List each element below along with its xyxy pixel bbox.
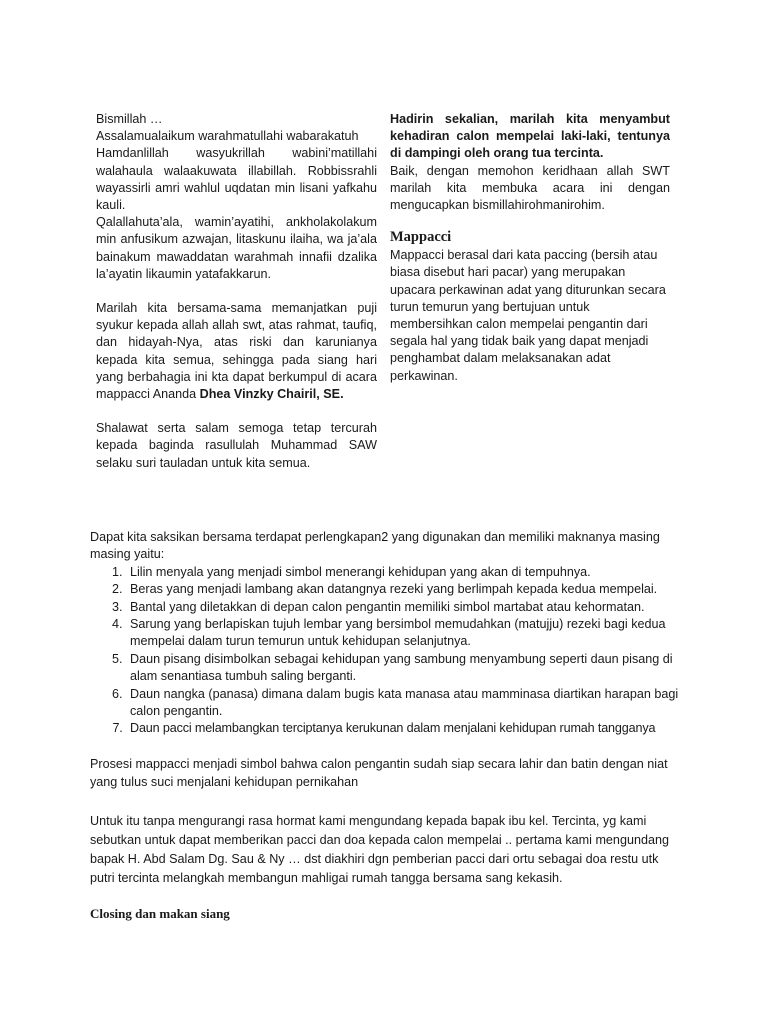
definition-line: perkawinan. <box>390 368 458 383</box>
list-item: 5. Daun pisang disimbolkan sebagai kehidupan yang sambung menyambung seperti daun pisang di alam senantiasa tumbuh saling berganti. <box>126 651 680 686</box>
definition-line: biasa disebut hari pacar) yang merupakan <box>390 265 626 280</box>
syukur-paragraph <box>96 300 377 403</box>
definition-line: penghambat dalam melaksanakan adat <box>390 351 611 366</box>
bottom-section <box>90 529 680 922</box>
right-column <box>390 111 670 385</box>
closing-text: Closing dan makan siang <box>90 905 230 921</box>
definition-line: segala hal yang tidak baik yang dapat menjadi <box>390 334 649 349</box>
bride-name: Dhea Vinzky Chairil, SE. <box>199 387 344 402</box>
definition-line: turun temurun yang bertujuan untuk <box>390 299 590 314</box>
mappacci-heading: Mappacci <box>390 229 452 246</box>
list-item: 3. Bantal yang diletakkan di depan calon pengantin memiliki simbol martabat atau kehormatan. <box>126 599 680 616</box>
shalawat-paragraph: Shalawat serta salam semoga tetap tercurah kepada baginda rasullulah Muhammad SAW selaku suri tauladan untuk kita semua. <box>96 421 377 470</box>
equipment-intro: Dapat kita saksikan bersama terdapat perlengkapan2 yang digunakan dan memiliki maknanya masing masing yaitu: <box>90 530 660 562</box>
definition-line: membersihkan calon mempelai pengantin dari <box>390 317 648 332</box>
list-item: 1. Lilin menyala yang menjadi simbol menerangi kehidupan yang akan di tempuhnya. <box>126 564 680 581</box>
list-item: 7. Daun pacci melambangkan terciptanya kerukunan dalam menjalani kehidupan rumah tangganya <box>126 720 680 737</box>
list-item: 6. Daun nangka (panasa) dimana dalam bugis kata manasa atau mamminasa diartikan harapan bagi calon pengantin. <box>126 686 680 721</box>
syukur-text: Marilah kita bersama-sama memanjatkan puji syukur kepada allah allah swt, atas rahmat, taufiq, dan hidayah-Nya, atas riski dan karunianya kepada kita semua, sehingga pada siang hari yang berbahagia ini kta dapat berkumpul di acara mappacci Ananda <box>96 301 377 402</box>
opening-text: Bismillah … <box>96 112 163 126</box>
ayat-paragraph: Qalallahuta’ala, wamin’ayatihi, ankholakolakum min anfusikum azwajan, litaskunu ilaiha, wa ja’ala bainakum mawaddatan warahmah innafii dzalika la’ayatin likaumin yatafakkarun. <box>96 215 377 281</box>
list-item: 2. Beras yang menjadi lambang akan datangnya rezeki yang berlimpah kepada kedua mempelai. <box>126 581 680 598</box>
left-column <box>96 111 377 472</box>
salam-text: Assalamualaikum warahmatullahi wabarakatuh <box>96 129 359 144</box>
equipment-list <box>90 564 680 738</box>
mappacci-definition <box>390 247 670 385</box>
welcome-paragraph: Hadirin sekalian, marilah kita menyambut kehadiran calon mempelai laki-laki, tentunya di dampingi oleh orang tua tercinta. <box>390 112 670 161</box>
prosesi-paragraph: Prosesi mappacci menjadi simbol bahwa calon pengantin sudah siap secara lahir dan batin dengan niat yang tulus suci menjalani kehidupan pernikahan <box>90 756 668 789</box>
list-item: 4. Sarung yang berlapiskan tujuh lembar yang bersimbol memudahkan (matujju) rezeki bagi kedua mempelai dalam turun temurun untuk kehidupan selanjutnya. <box>126 616 680 651</box>
definition-line: Mappacci berasal dari kata paccing (bersih atau <box>390 248 658 263</box>
invitation-paragraph: Untuk itu tanpa mengurangi rasa hormat kami mengundang kepada bapak ibu kel. Tercinta, yg kami sebutkan untuk dapat memberikan pacci dan doa kepada calon mempelai .. pertama kami mengundang bapak H. Abd Salam Dg. Sau & Ny … dst diakhiri dgn pemberian pacci dari ortu sebagai doa restu utk putri tercinta melangkah membangun mahligai rumah tangga bersama sang kekasih. <box>90 813 669 885</box>
definition-line: upacara perkawinan adat yang diturunkan secara <box>390 282 666 297</box>
open-event-paragraph: Baik, dengan memohon keridhaan allah SWT marilah kita membuka acara ini dengan mengucapkan bismillahirohmanirohim. <box>390 163 670 213</box>
hamdalah-paragraph: Hamdanlillah wasyukrillah wabini’matillahi walahaula walaakuwata illabillah. Robbissrahli wayassirli amri wahlul uqdatan min lisani yafkahu kauli. <box>96 146 377 213</box>
